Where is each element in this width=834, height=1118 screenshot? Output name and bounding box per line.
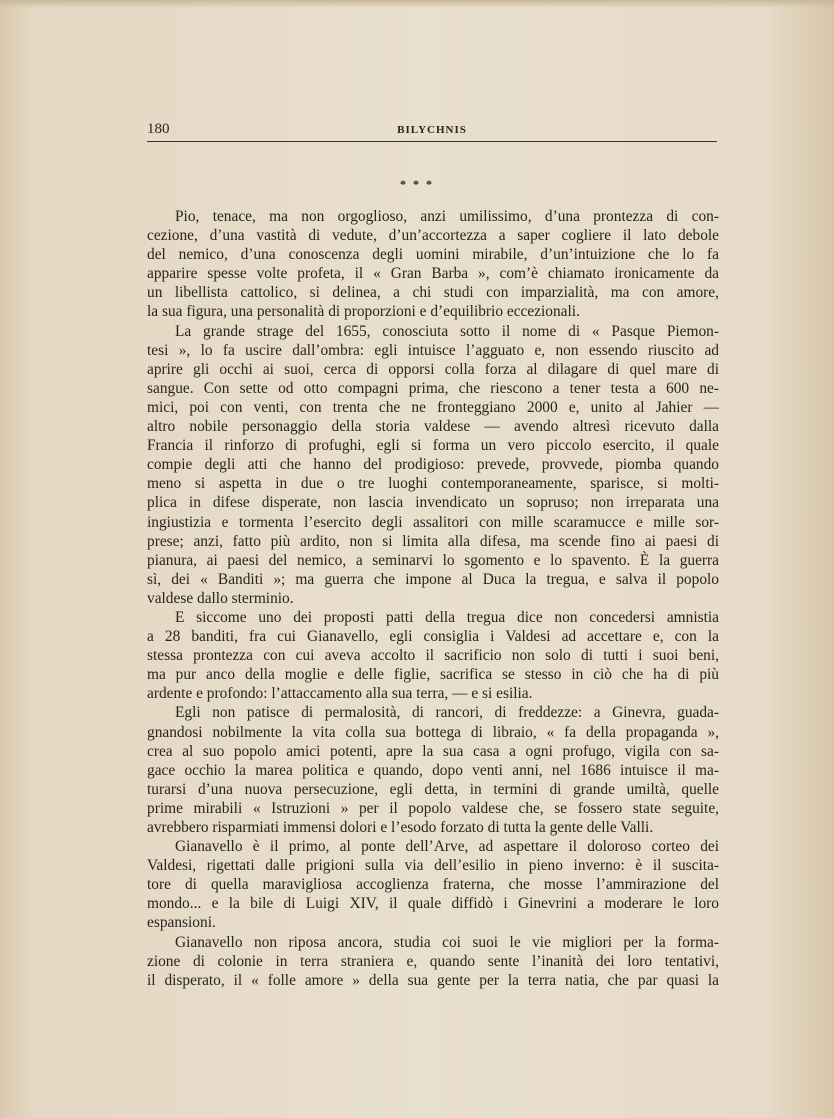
text-line: apparire spesse volte profeta, il « Gran Barba », com’è chiamato ironicamente da	[147, 265, 719, 283]
text-line: il disperato, il « folle amore » della sua gente per la terra natia, che par quasi la	[147, 971, 719, 989]
text-line: ingiustizia e tormenta l’esercito degli assalitori con mille scaramucce e mille sor-	[147, 513, 719, 531]
text-line: Gianavello non riposa ancora, studia coi suoi le vie migliori per la forma-	[175, 933, 719, 951]
running-head: BILYCHNIS	[397, 124, 467, 136]
text-line: stessa prontezza con cui aveva accolto il sacrificio non solo di tutti i suoi beni,	[147, 647, 719, 665]
text-line: tesi », lo fa uscire dall’ombra: egli intuisce l’agguato e, non essendo riuscito ad	[147, 341, 719, 359]
text-line: ma pur anco della moglie e delle figlie, sacrifica se stesso in ciò che ha di più	[147, 666, 719, 684]
text-line: meno si aspetta in due o tre luoghi contemporaneamente, sparisce, si molti-	[147, 475, 719, 493]
paragraph	[147, 207, 719, 322]
text-line: ardente e profondo: l’attaccamento alla sua terra, — e si esilia.	[147, 685, 533, 703]
text-line: Gianavello è il primo, al ponte dell’Arve, ad aspettare il doloroso corteo dei	[175, 838, 719, 856]
body-text	[147, 207, 719, 990]
text-line: crea al suo popolo amici potenti, apre la sua casa a ogni profugo, vigila con sa-	[147, 742, 719, 760]
text-line: plica in difese disperate, non lascia invendicato un sopruso; non irreparata una	[147, 494, 719, 512]
text-line: avrebbero risparmiati immensi dolori e l’esodo forzato di tutta la gente delle Valli.	[147, 819, 654, 836]
paragraph	[147, 703, 719, 837]
section-divider: * * *	[400, 177, 434, 191]
page-number: 180	[147, 121, 170, 137]
text-line: prese; anzi, fatto più ardito, non si limita alla difesa, ma scende fino ai paesi di	[147, 532, 719, 550]
text-line: Pio, tenace, ma non orgoglioso, anzi umilissimo, d’una prontezza di con-	[175, 208, 719, 225]
paragraph	[147, 837, 719, 932]
text-line: cezione, d’una vastità di vedute, d’un’accortezza a saper cogliere il lato debole	[147, 227, 719, 245]
text-line: del nemico, d’una conoscenza degli uomini mirabile, d’un’intuizione che lo fa	[147, 246, 719, 264]
text-line: mici, poi con venti, con trenta che ne fronteggiano 2000 e, unito al Jahier —	[147, 398, 719, 416]
text-line: La grande strage del 1655, conosciuta sotto il nome di « Pasque Piemon-	[175, 322, 719, 340]
text-line: Egli non patisce di permalosità, di rancori, di freddezze: a Ginevra, guada-	[175, 704, 719, 722]
paragraph	[147, 933, 719, 990]
text-line: un libellista cattolico, si delinea, a chi studi con imparzialità, ma con amore,	[147, 284, 719, 302]
text-line: gnandosi nobilmente la vita colla sua bottega di libraio, « fa della propaganda »,	[147, 723, 719, 741]
text-line: mondo... e la bile di Luigi XIV, il quale diffidò i Ginevrini a moderare le loro	[147, 895, 719, 913]
text-line: E siccome uno dei proposti patti della tregua dice non concedersi amnistia	[175, 608, 719, 626]
text-line: zione di colonie in terra straniera e, quando sente l’inanità dei loro tentativi,	[147, 952, 719, 970]
text-line: sì, dei « Banditi »; ma guerra che impone al Duca la tregua, e salva il popolo	[147, 570, 719, 588]
text-line: prime mirabili « Istruzioni » per il popolo valdese che, se fossero state seguite,	[147, 799, 719, 817]
text-line: espansioni.	[147, 914, 216, 932]
text-line: valdese dallo sterminio.	[147, 589, 294, 607]
paragraph	[147, 608, 719, 703]
text-line: la sua figura, una personalità di proporzioni e d’equilibrio eccezionali.	[147, 303, 580, 321]
text-line: Francia il rinforzo di profughi, egli si forma un vero piccolo esercito, il quale	[147, 437, 719, 455]
paragraph	[147, 322, 719, 608]
text-line: altro nobile personaggio della storia valdese — avendo altresì ricevuto dalla	[147, 418, 719, 436]
text-line: Valdesi, rigettati dalle prigioni sulla via dell’esilio in pieno inverno: è il suscita-	[147, 857, 719, 875]
text-line: sangue. Con sette od otto compagni prima, che riescono a tener testa a 600 ne-	[147, 379, 719, 397]
text-line: aprire gli occhi ai suoi, cerca di opporsi colla forza al dilagare di quel mare di	[147, 360, 719, 378]
text-line: pianura, ai paesi del nemico, a seminarvi lo sgomento e lo spavento. È la guerra	[147, 551, 719, 569]
text-line: compie degli atti che hanno del prodigioso: prevede, provvede, piomba quando	[147, 456, 719, 474]
text-line: tore di quella maravigliosa accoglienza fraterna, che mosse l’ammirazione del	[147, 876, 719, 894]
page-header	[147, 121, 717, 142]
text-line: gace occhio la marea politica e quando, dopo venti anni, nel 1686 intuisce il ma-	[147, 761, 719, 779]
text-line: a 28 banditi, fra cui Gianavello, egli consiglia i Valdesi ad accettare e, con la	[147, 628, 719, 646]
text-line: turarsi d’una nuova persecuzione, egli detta, in termini di grande umiltà, quelle	[147, 780, 719, 798]
